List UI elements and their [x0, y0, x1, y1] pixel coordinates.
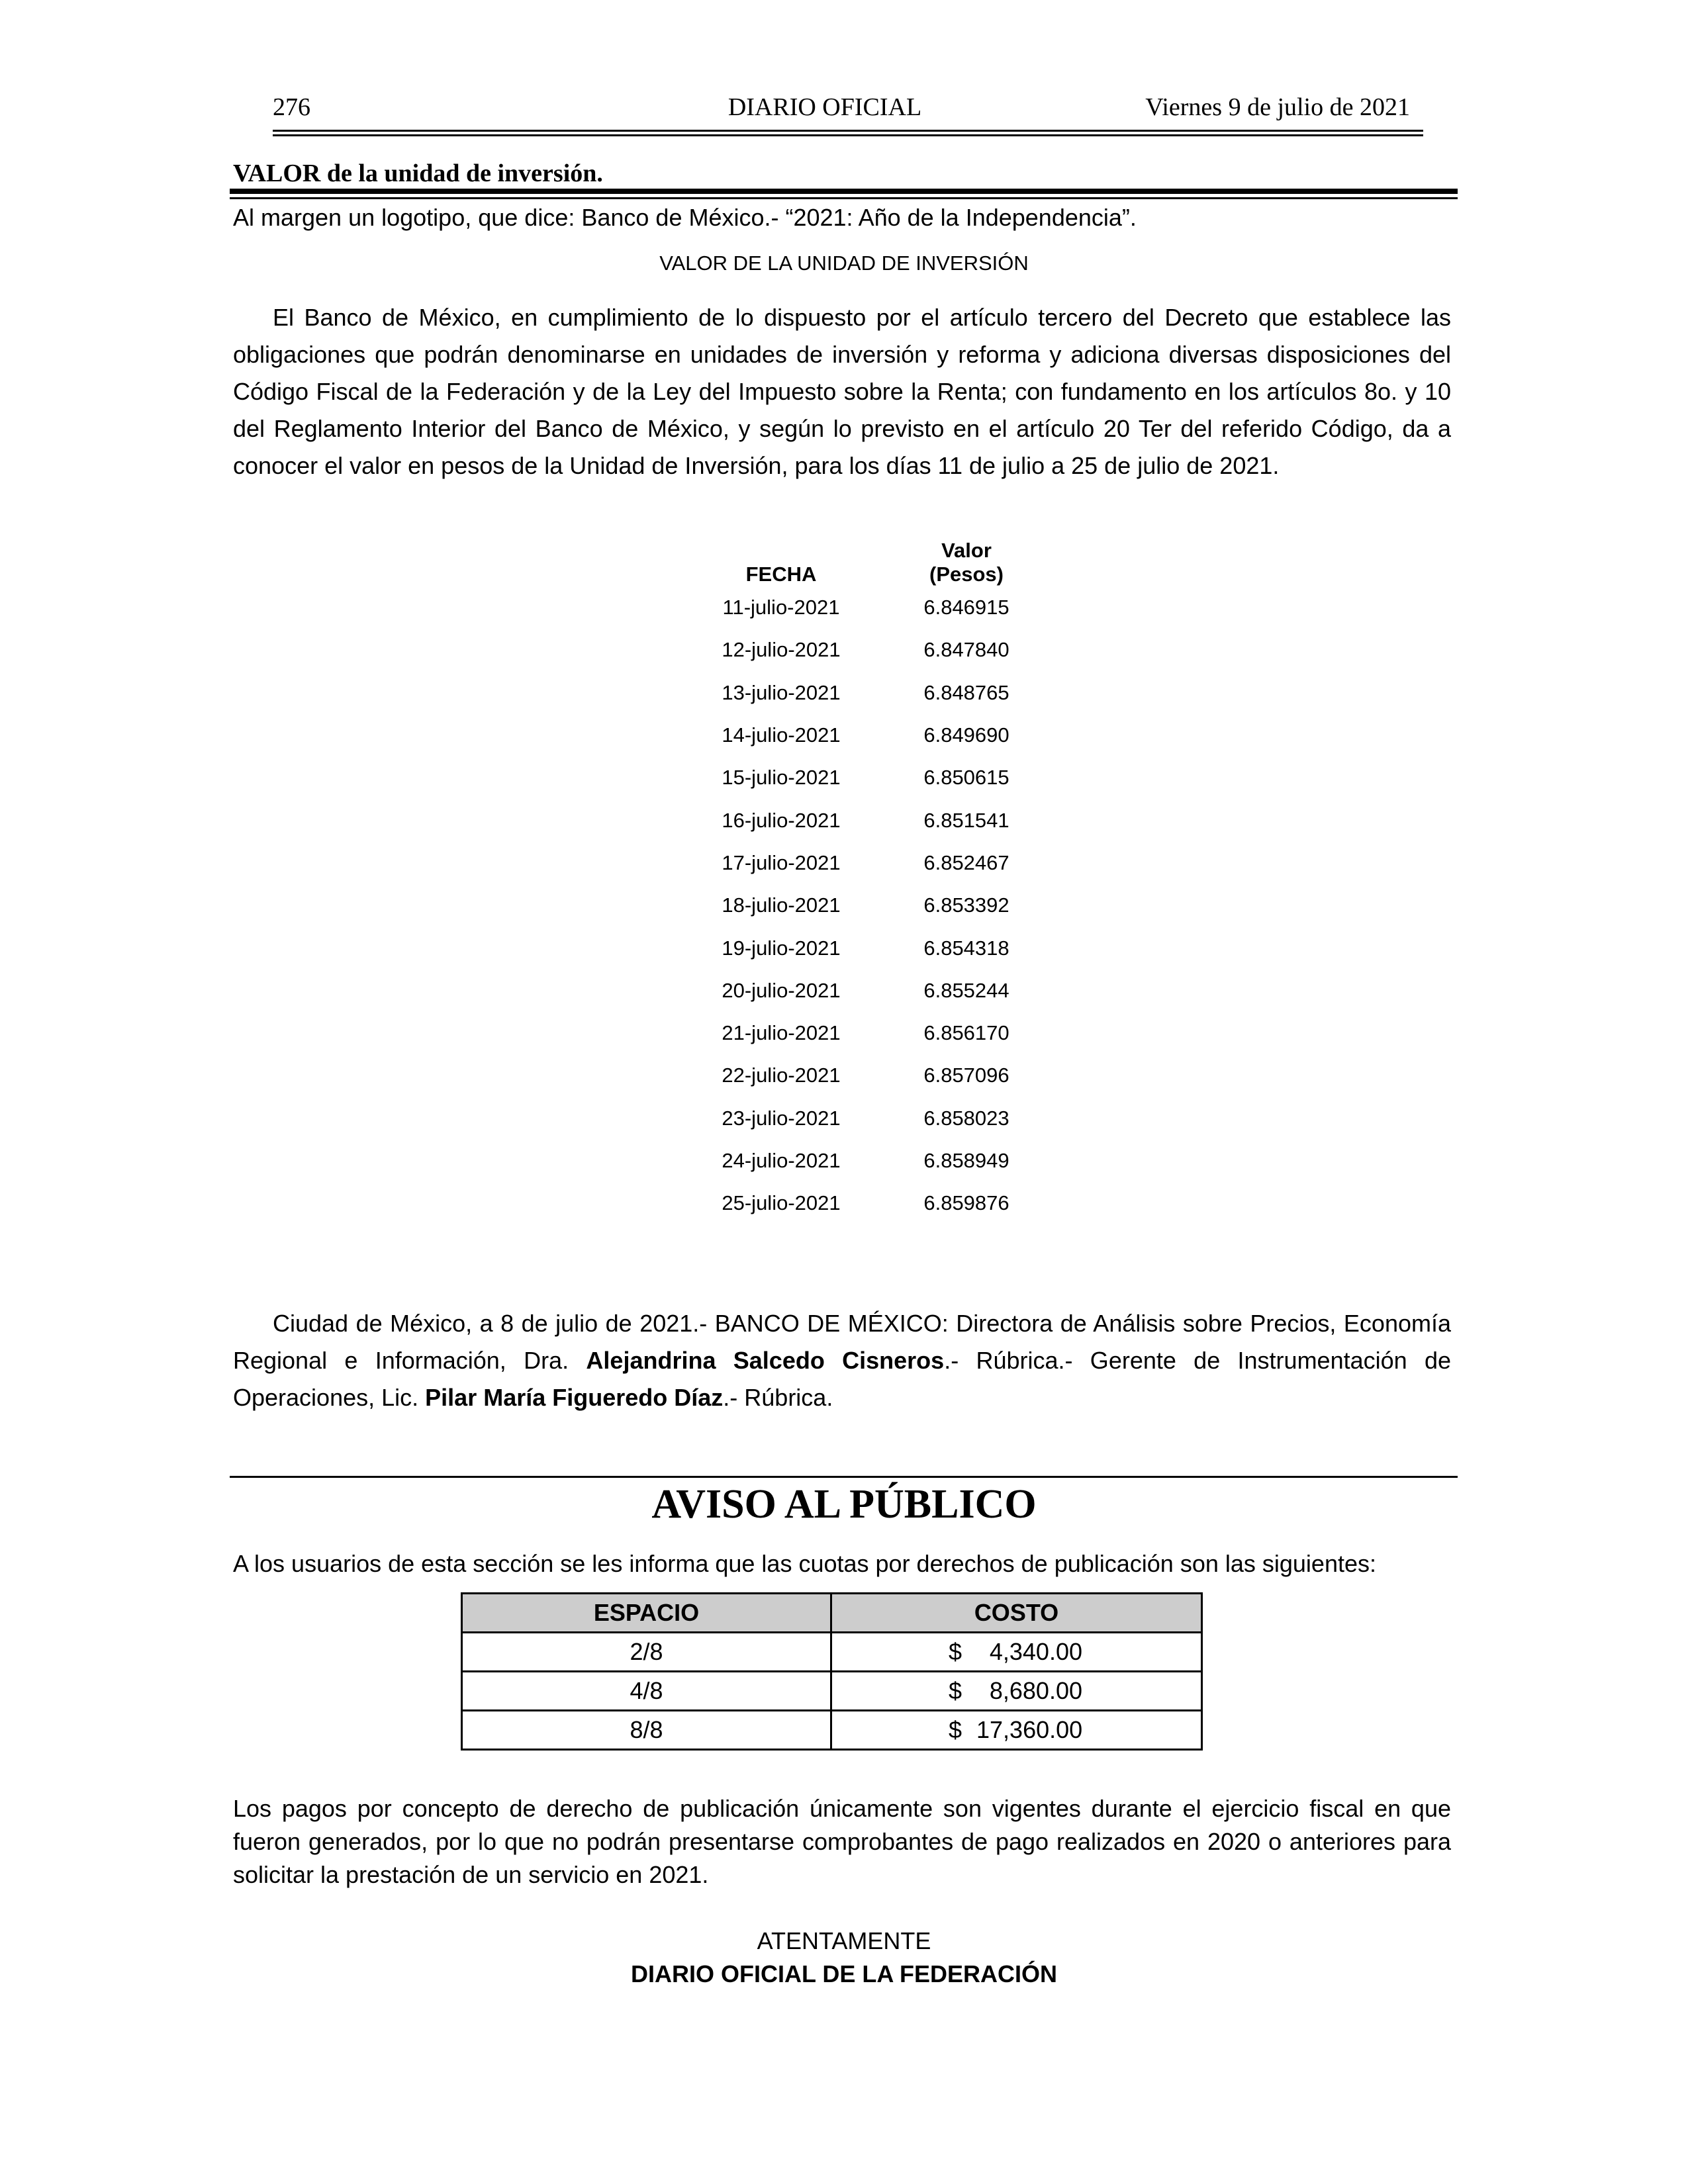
column-header-space: ESPACIO [462, 1594, 831, 1633]
date-cell: 23-julio-2021 [722, 1106, 841, 1130]
value-cell: 6.850615 [923, 766, 1009, 790]
value-cell: 6.854318 [923, 936, 1009, 960]
table-row [688, 1054, 1059, 1097]
signatory-name-1: Alejandrina Salcedo Cisneros [586, 1347, 945, 1374]
date-cell: 22-julio-2021 [722, 1064, 841, 1087]
value-cell: 6.846915 [923, 596, 1009, 619]
date-cell: 14-julio-2021 [722, 723, 841, 747]
column-header-value [874, 539, 1059, 586]
udi-table-body [688, 586, 1059, 1224]
signature-text-1: Ciudad de México, a 8 de julio de 2021.- BANCO DE MÉXICO: Directora de Análisis sobre Precios, Economía Regional e Información, Dra. [233, 1310, 1451, 1374]
date-cell: 11-julio-2021 [722, 596, 840, 619]
table-header-row [688, 539, 1059, 586]
table-row [688, 927, 1059, 969]
date-cell: 15-julio-2021 [722, 766, 841, 790]
table-row [688, 799, 1059, 841]
header-rule-bottom [273, 134, 1423, 136]
date-cell: 20-julio-2021 [722, 978, 841, 1002]
closing-salutation: ATENTAMENTE [757, 1927, 931, 1954]
fees-table [461, 1592, 1203, 1751]
section-rule-thick [230, 189, 1458, 194]
signature-text-2: .- Rúbrica.- Gerente de Instrumentación de Operaciones, Lic. [233, 1347, 1451, 1411]
table-row [688, 629, 1059, 671]
value-cell: 6.858023 [923, 1106, 1009, 1130]
intro-paragraph: El Banco de México, en cumplimiento de lo dispuesto por el artículo tercero del Decreto que establece las obligaciones que podrán denominarse en unidades de inversión y reforma y adiciona diversas disposiciones del Código Fiscal de la Federación y de la Ley del Impuesto sobre la Renta; con fundamento en los artículos 8o. y 10 del Reglamento Interior del Banco de México, y según lo previsto en el artículo 20 Ter del referido Código, da a conocer el valor en pesos de la Unidad de Inversión, para los días 11 de julio a 25 de julio de 2021. [233, 304, 1451, 479]
value-cell: 6.855244 [923, 978, 1009, 1002]
publication-date: Viernes 9 de julio de 2021 [1145, 93, 1410, 121]
table-row [688, 1182, 1059, 1224]
amount: 17,360.00 [976, 1716, 1083, 1743]
date-cell: 21-julio-2021 [722, 1021, 841, 1045]
currency-symbol: $ [949, 1716, 962, 1743]
section-title-bold: VALOR [233, 159, 321, 187]
value-cell: 6.853392 [923, 893, 1009, 917]
aviso-rule [230, 1476, 1458, 1478]
document-heading: VALOR DE LA UNIDAD DE INVERSIÓN [659, 251, 1029, 275]
cost-cell [831, 1711, 1202, 1750]
column-header-date: FECHA [745, 563, 817, 586]
currency-symbol: $ [949, 1638, 962, 1665]
value-cell: 6.848765 [923, 680, 1009, 704]
column-header-value-line1: Valor [941, 539, 992, 562]
table-row [462, 1711, 1202, 1750]
value-cell: 6.858949 [923, 1149, 1009, 1172]
signature-text-3: .- Rúbrica. [723, 1384, 833, 1411]
date-cell: 19-julio-2021 [722, 936, 841, 960]
value-cell: 6.857096 [923, 1064, 1009, 1087]
closing-organization: DIARIO OFICIAL DE LA FEDERACIÓN [630, 1960, 1057, 1987]
table-row [688, 586, 1059, 629]
column-header-cost: COSTO [831, 1594, 1202, 1633]
date-cell: 25-julio-2021 [722, 1191, 841, 1215]
value-cell: 6.852467 [923, 850, 1009, 874]
date-cell: 12-julio-2021 [722, 638, 841, 662]
date-cell: 13-julio-2021 [722, 680, 841, 704]
date-cell: 16-julio-2021 [722, 808, 841, 832]
section-title [233, 159, 603, 188]
date-cell: 18-julio-2021 [722, 893, 841, 917]
date-cell: 17-julio-2021 [722, 850, 841, 874]
table-row [688, 970, 1059, 1012]
payment-note: Los pagos por concepto de derecho de publicación únicamente son vigentes durante el ejercicio fiscal en que fueron generados, por lo que no podrán presentarse comprobantes de pago realizados en 2020 o anteriores para solicitar la prestación de un servicio en 2021. [233, 1795, 1451, 1888]
table-row [688, 672, 1059, 714]
section-rule-thin [230, 197, 1458, 199]
table-row [462, 1672, 1202, 1711]
header-rule-top [273, 130, 1423, 132]
table-row [688, 714, 1059, 756]
margin-note: Al margen un logotipo, que dice: Banco de México.- “2021: Año de la Independencia”. [233, 204, 1137, 231]
value-cell: 6.849690 [923, 723, 1009, 747]
value-cell: 6.859876 [923, 1191, 1009, 1215]
table-row [688, 1097, 1059, 1140]
table-row [688, 1140, 1059, 1182]
signatory-name-2: Pilar María Figueredo Díaz [425, 1384, 724, 1411]
value-cell: 6.856170 [923, 1021, 1009, 1045]
cost-cell [831, 1672, 1202, 1711]
table-row [688, 1012, 1059, 1054]
date-cell: 24-julio-2021 [722, 1149, 841, 1172]
table-row [688, 884, 1059, 927]
page-header [233, 93, 1417, 126]
amount: 4,340.00 [989, 1638, 1082, 1665]
value-cell: 6.847840 [923, 638, 1009, 662]
cost-cell [831, 1633, 1202, 1672]
table-row [462, 1633, 1202, 1672]
signature-paragraph [233, 1305, 1451, 1416]
fees-header-row [462, 1594, 1202, 1633]
table-row [688, 756, 1059, 799]
space-cell: 8/8 [462, 1711, 831, 1750]
aviso-intro: A los usuarios de esta sección se les informa que las cuotas por derechos de publicación son las siguientes: [233, 1550, 1376, 1577]
section-title-rest: de la unidad de inversión. [320, 159, 603, 187]
table-row [688, 842, 1059, 884]
aviso-title: AVISO AL PÚBLICO [651, 1482, 1037, 1527]
value-cell: 6.851541 [923, 808, 1009, 832]
space-cell: 4/8 [462, 1672, 831, 1711]
udi-value-table [688, 539, 1059, 1224]
page-number: 276 [273, 93, 310, 121]
currency-symbol: $ [949, 1677, 962, 1704]
column-header-value-line2: (Pesos) [929, 563, 1004, 586]
fees-table-body [462, 1633, 1202, 1750]
publication-name: DIARIO OFICIAL [727, 93, 922, 121]
amount: 8,680.00 [989, 1677, 1082, 1704]
space-cell: 2/8 [462, 1633, 831, 1672]
